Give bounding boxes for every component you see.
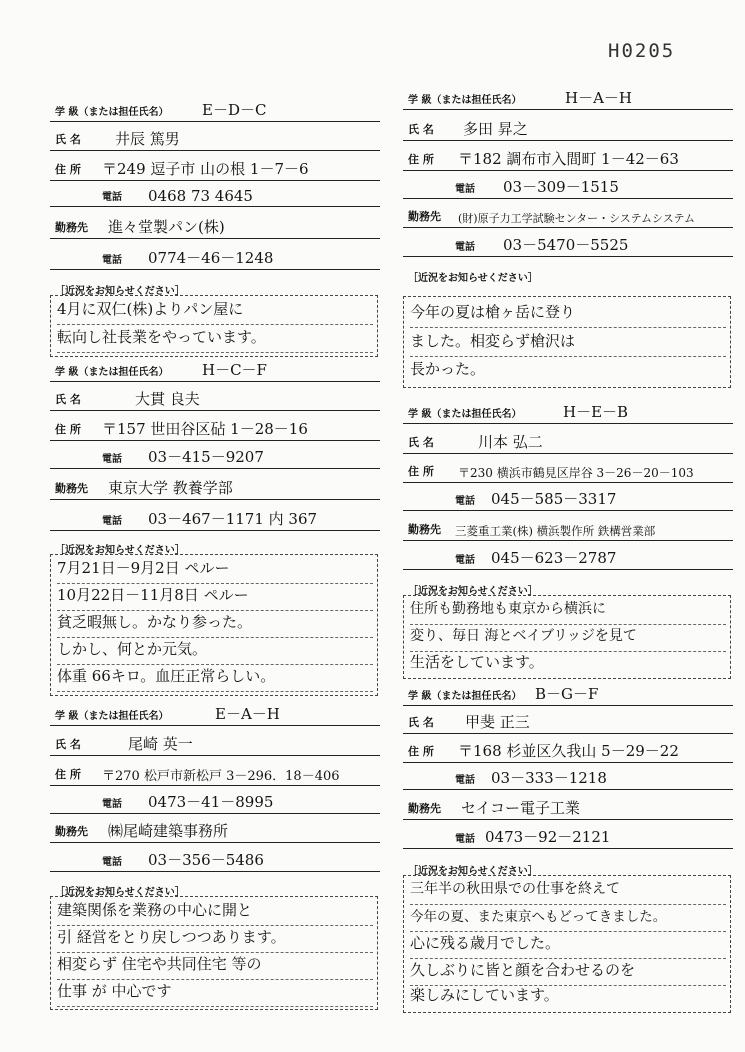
news-line: 体重 66キロ。血圧正常らしい。: [57, 665, 373, 692]
phone-value: 0473－41－8995: [148, 793, 274, 811]
work-value: 東京大学 教養学部: [108, 479, 233, 497]
news-label: ［近況をお知らせください］: [408, 586, 538, 597]
name-value: 川本 弘二: [478, 433, 543, 451]
news-line: 相変らず 住宅や共同住宅 等の: [57, 953, 373, 980]
address-label: 住 所: [55, 423, 81, 436]
name-row: [403, 117, 733, 139]
news-label: ［近況をお知らせください］: [408, 866, 538, 877]
phone-label: 電話: [102, 516, 122, 527]
phone-row: [403, 487, 733, 509]
address-value: 〒270 松戸市新松戸 3－296．18－406: [102, 769, 340, 784]
phone-row: [50, 790, 380, 812]
work-phone-row: [403, 825, 733, 847]
phone-label: 電話: [455, 242, 475, 253]
name-value: 大貫 良夫: [135, 390, 200, 408]
work-row: [50, 215, 380, 237]
class-row: [50, 358, 380, 380]
phone-value: 0468 73 4645: [148, 187, 253, 205]
work-label: 勤務先: [408, 210, 441, 223]
phone-value: 045－585－3317: [491, 490, 617, 508]
class-label: 学 級（または担任氏名）: [55, 367, 169, 378]
work-label: 勤務先: [55, 482, 88, 495]
class-row: [403, 400, 733, 422]
work-phone-value: 0774－46－1248: [148, 249, 274, 267]
phone-label: 電話: [102, 454, 122, 465]
work-phone-value: 03－356－5486: [148, 851, 264, 869]
news-box: [50, 896, 378, 1010]
work-phone-value: 0473－92－2121: [485, 828, 611, 846]
class-row: [50, 98, 380, 120]
name-label: 氏 名: [55, 133, 81, 146]
class-label: 学 級（または担任氏名）: [408, 95, 522, 106]
class-label: 学 級（または担任氏名）: [55, 107, 169, 118]
address-row: [403, 459, 733, 481]
news-line: 楽しみにしています。: [410, 986, 559, 1004]
phone-label: 電話: [102, 192, 122, 203]
news-line: 引 経営をとり戻しつつあります。: [57, 926, 373, 953]
address-row: [403, 147, 733, 169]
name-value: 多田 昇之: [463, 120, 528, 138]
work-phone-row: [50, 507, 380, 529]
work-phone-row: [403, 546, 733, 568]
news-line: 三年半の秋田県での仕事を終えて: [410, 878, 726, 905]
phone-row: [50, 445, 380, 467]
phone-row: [403, 766, 733, 788]
phone-row: [50, 183, 380, 205]
class-value: H－C－F: [202, 361, 267, 379]
work-value: (財)原子力工学試験センター・システムシステム: [458, 212, 695, 225]
phone-label: 電話: [102, 799, 122, 810]
name-row: [50, 732, 380, 754]
work-row: [50, 819, 380, 841]
phone-label: 電話: [455, 555, 475, 566]
name-label: 氏 名: [55, 738, 81, 751]
news-line: 住所も勤務地も東京から横浜に: [410, 598, 726, 625]
phone-label: 電話: [102, 255, 122, 266]
right-column: [403, 0, 733, 1052]
news-line: 変り、毎日 海とベイブリッジを見て: [410, 625, 726, 652]
work-row: [403, 517, 733, 539]
news-line: 転向し社長業をやっています。: [57, 326, 373, 353]
class-label: 学 級（または担任氏名）: [408, 409, 522, 420]
news-line: 建築関係を業務の中心に開と: [57, 899, 373, 926]
news-box: [50, 295, 378, 357]
class-label: 学 級（または担任氏名）: [408, 691, 522, 702]
work-row: [403, 796, 733, 818]
address-label: 住 所: [55, 163, 81, 176]
news-line: 仕事 が 中心です: [57, 980, 373, 1007]
address-label: 住 所: [408, 153, 434, 166]
name-row: [403, 430, 733, 452]
news-line: 10月22日－11月8日 ペルー: [57, 584, 373, 611]
name-value: 井辰 篤男: [115, 130, 180, 148]
news-label: ［近況をお知らせください］: [55, 545, 185, 556]
name-label: 氏 名: [408, 436, 434, 449]
work-row: [50, 476, 380, 498]
work-value: 進々堂製パン(株): [108, 218, 225, 236]
work-value: セイコー電子工業: [461, 799, 580, 817]
class-value: E－A－H: [215, 705, 280, 723]
page-id: H0205: [608, 40, 676, 62]
name-label: 氏 名: [408, 716, 434, 729]
news-line: 4月に双仁(株)よりパン屋に: [57, 298, 373, 325]
news-line: 7月21日－9月2日 ペルー: [57, 557, 373, 584]
work-phone-row: [50, 246, 380, 268]
address-value: 〒182 調布市入間町 1－42－63: [458, 150, 679, 168]
class-row: [50, 702, 380, 724]
news-label: ［近況をお知らせください］: [408, 273, 538, 284]
name-row: [50, 127, 380, 149]
work-label: 勤務先: [55, 825, 88, 838]
name-label: 氏 名: [408, 123, 434, 136]
name-label: 氏 名: [55, 393, 81, 406]
news-line: 今年の夏、また東京へもどってきました。: [410, 905, 726, 932]
class-row: [403, 682, 733, 704]
news-label: ［近況をお知らせください］: [55, 887, 185, 898]
work-value: ㈱尾崎建築事務所: [108, 822, 229, 840]
work-phone-value: 045－623－2787: [491, 549, 617, 567]
news-box: [403, 296, 731, 388]
news-line: 貧乏暇無し。かなり参った。: [57, 611, 373, 638]
news-box: [50, 554, 378, 696]
work-phone-value: 03－467－1171 内 367: [148, 510, 318, 528]
work-label: 勤務先: [55, 221, 88, 234]
news-label: ［近況をお知らせください］: [55, 286, 185, 297]
class-value: H－A－H: [565, 89, 632, 107]
phone-label: 電話: [455, 496, 475, 507]
class-value: B－G－F: [535, 685, 599, 703]
address-value: 〒230 横浜市鶴見区岸谷 3－26－20－103: [458, 466, 694, 480]
address-row: [50, 157, 380, 179]
address-label: 住 所: [55, 768, 81, 781]
address-value: 〒168 杉並区久我山 5－29－22: [458, 742, 679, 760]
news-box: [403, 875, 731, 1013]
name-value: 尾崎 英一: [128, 735, 193, 753]
work-phone-row: [50, 848, 380, 870]
phone-value: 03－415－9207: [148, 448, 264, 466]
address-row: [50, 762, 380, 784]
name-row: [50, 387, 380, 409]
phone-label: 電話: [455, 184, 475, 195]
phone-label: 電話: [455, 775, 475, 786]
class-row: [403, 86, 733, 108]
work-row: [403, 204, 733, 226]
address-label: 住 所: [408, 745, 434, 758]
left-column: [50, 0, 380, 1052]
news-line: 生活をしています。: [410, 653, 544, 671]
work-phone-value: 03－5470－5525: [503, 236, 629, 254]
work-value: 三菱重工業(株) 横浜製作所 鉄構営業部: [455, 524, 656, 538]
address-row: [403, 739, 733, 761]
work-label: 勤務先: [408, 523, 441, 536]
phone-row: [403, 175, 733, 197]
address-label: 住 所: [408, 465, 434, 478]
address-value: 〒249 逗子市 山の根 1－7－6: [102, 160, 309, 178]
phone-label: 電話: [102, 857, 122, 868]
news-line: 心に残る歳月でした。: [410, 932, 726, 959]
class-label: 学 級（または担任氏名）: [55, 711, 169, 722]
news-line: ました。相変らず槍沢は: [410, 330, 726, 357]
news-line: 長かった。: [410, 360, 486, 378]
work-label: 勤務先: [408, 802, 441, 815]
address-row: [50, 417, 380, 439]
phone-label: 電話: [455, 834, 475, 845]
address-value: 〒157 世田谷区砧 1－28－16: [102, 420, 308, 438]
news-line: 今年の夏は槍ヶ岳に登り: [410, 301, 726, 328]
news-line: 久しぶりに皆と顔を合わせるのを: [410, 959, 726, 986]
class-value: H－E－B: [563, 403, 629, 421]
name-row: [403, 710, 733, 732]
phone-value: 03－309－1515: [503, 178, 619, 196]
work-phone-row: [403, 233, 733, 255]
name-value: 甲斐 正三: [465, 713, 530, 731]
phone-value: 03－333－1218: [491, 769, 607, 787]
class-value: E－D－C: [202, 101, 267, 119]
news-box: [403, 595, 731, 679]
news-line: しかし、何とか元気。: [57, 638, 373, 665]
